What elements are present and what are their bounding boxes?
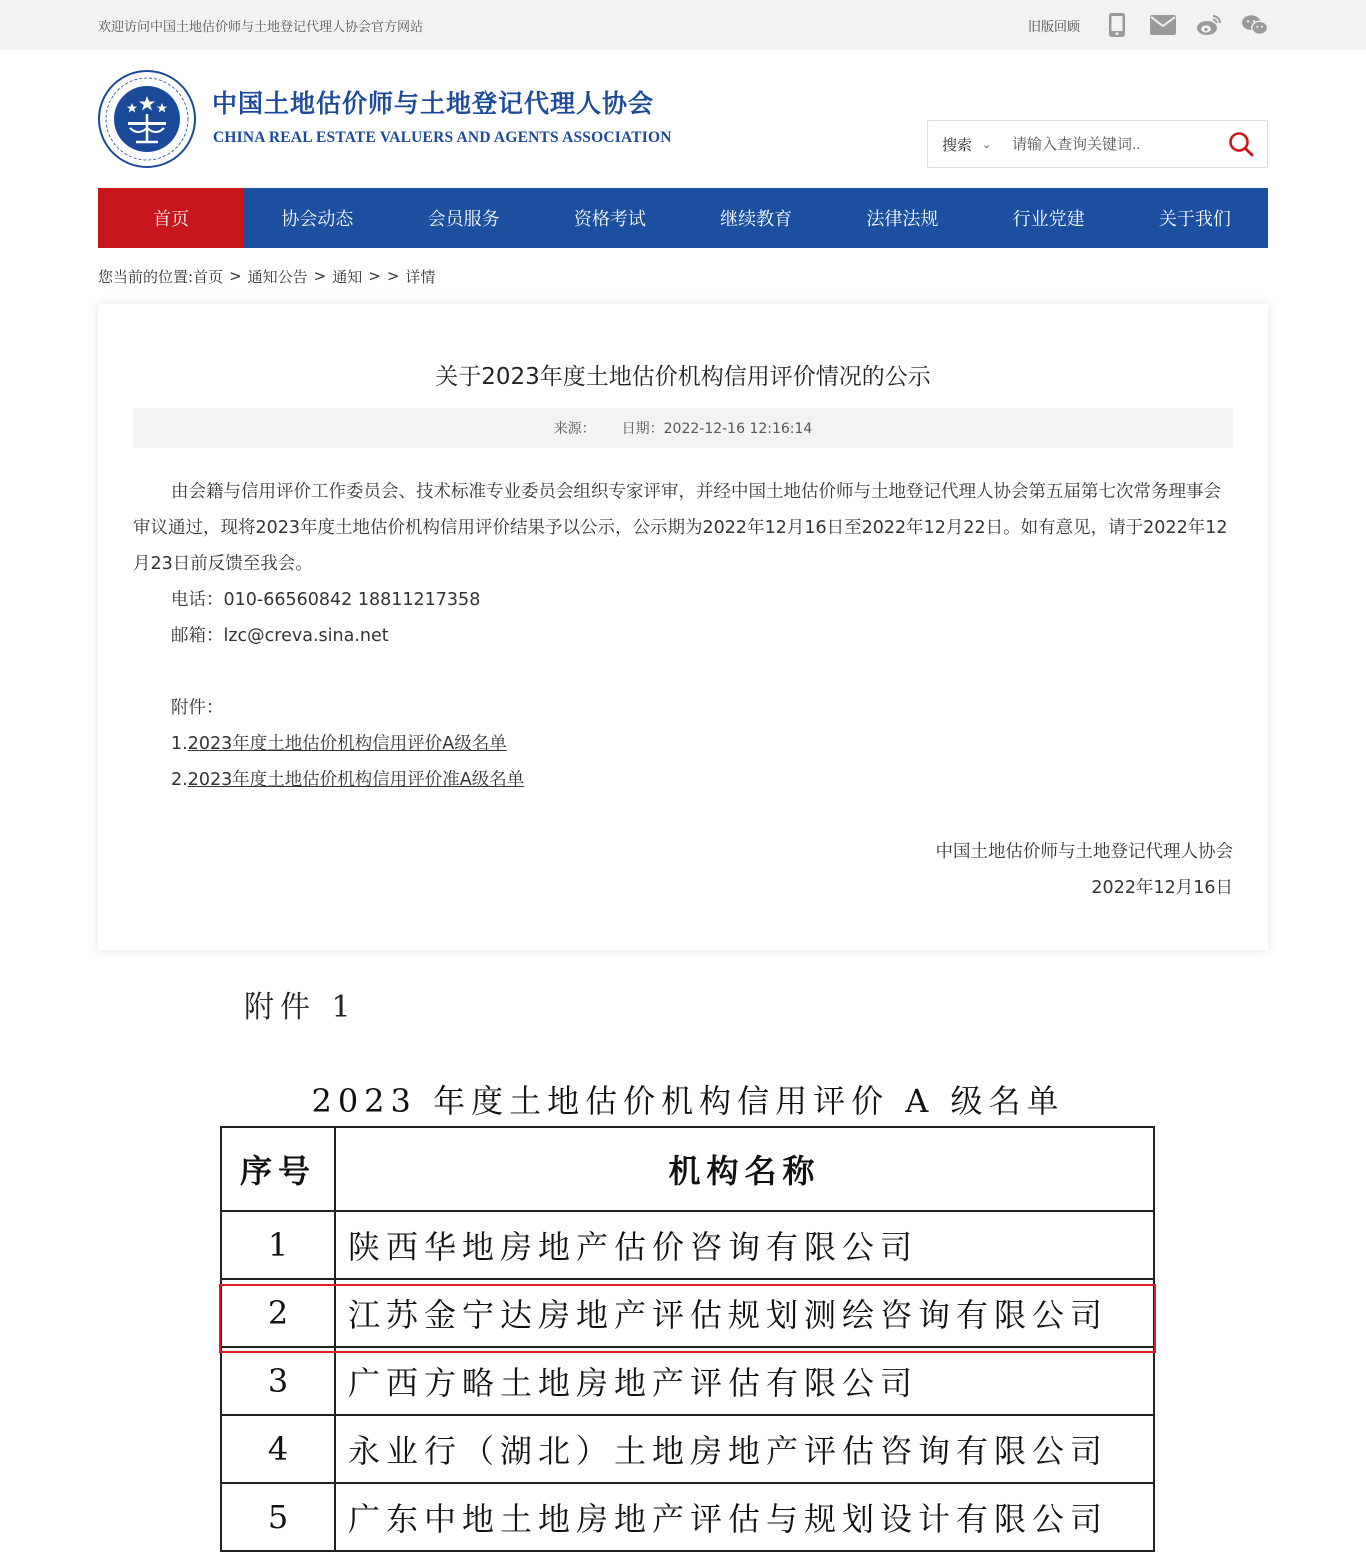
attachment-1-prefix: 1.	[171, 734, 188, 754]
row-name: 江苏金宁达房地产评估规划测绘咨询有限公司	[335, 1279, 1154, 1347]
nav-item-member-services[interactable]: 会员服务	[427, 209, 500, 230]
row-no: 2	[221, 1279, 335, 1347]
row-no: 1	[221, 1211, 335, 1279]
welcome-text: 欢迎访问中国土地估价师与土地登记代理人协会官方网站	[98, 19, 424, 35]
breadcrumb-sub[interactable]: 通知	[332, 267, 363, 286]
contact-phone: 电话：010-66560842 18811217358	[171, 590, 481, 610]
table-header-name: 机构名称	[335, 1127, 1154, 1211]
breadcrumb-separator: >	[229, 267, 242, 285]
top-bar	[0, 0, 1366, 50]
nav-item-about-us[interactable]: 关于我们	[1158, 209, 1231, 230]
mobile-icon[interactable]	[1104, 12, 1130, 38]
nav-item-continuing-education[interactable]: 继续教育	[720, 209, 793, 230]
nav-item-home[interactable]: 首页	[98, 188, 244, 248]
breadcrumb-detail: 详情	[405, 267, 436, 286]
table-row	[221, 1211, 1154, 1279]
wechat-icon[interactable]	[1242, 12, 1268, 38]
row-no: 3	[221, 1347, 335, 1415]
site-header	[98, 50, 1268, 188]
row-no: 4	[221, 1415, 335, 1483]
org-name-en: CHINA REAL ESTATE VALUERS AND AGENTS ASSOCIATION	[213, 129, 672, 146]
attachments-label: 附件：	[171, 698, 224, 718]
breadcrumb-separator: >	[368, 267, 381, 285]
search-input[interactable]	[1012, 121, 1215, 167]
search-button[interactable]	[1215, 121, 1267, 167]
main-nav	[98, 188, 1268, 248]
search-icon	[1228, 131, 1254, 157]
document-table	[220, 1126, 1155, 1552]
breadcrumb-separator: >	[313, 267, 327, 285]
article-meta	[133, 408, 1233, 448]
table-header-no: 序号	[221, 1127, 335, 1211]
signature-org: 中国土地估价师与土地登记代理人协会	[935, 842, 1233, 862]
search-box	[927, 120, 1268, 168]
topbar-links	[1028, 12, 1268, 38]
attachment-item-2	[133, 762, 1233, 798]
row-name: 广西方略土地房地产评估有限公司	[335, 1347, 1154, 1415]
article-source: 来源：	[553, 421, 596, 437]
attachment-2-prefix: 2.	[171, 770, 188, 790]
attachment-link-2[interactable]: 2023年度土地估价机构信用评价准A级名单	[187, 770, 525, 790]
breadcrumb-notice[interactable]: 通知公告	[247, 267, 308, 286]
contact-email: 邮箱：lzc@creva.sina.net	[171, 626, 389, 646]
signature-block	[133, 834, 1233, 906]
table-row	[221, 1483, 1154, 1551]
mail-icon[interactable]	[1150, 12, 1176, 38]
nav-item-laws[interactable]: 法律法规	[866, 209, 939, 230]
attachment-item-1	[133, 726, 1233, 762]
attachment-document	[0, 950, 1366, 1554]
document-title: 2023 年度土地估价机构信用评价 A 级名单	[311, 1082, 1065, 1120]
table-row	[221, 1347, 1154, 1415]
breadcrumb-separator: >	[386, 267, 400, 285]
search-scope-label: 搜索	[942, 135, 973, 154]
breadcrumb-prefix: 您当前的位置:	[98, 267, 194, 286]
row-name: 陕西华地房地产估价咨询有限公司	[335, 1211, 1154, 1279]
org-name-cn: 中国土地估价师与土地登记代理人协会	[212, 89, 655, 118]
nav-item-party-building[interactable]: 行业党建	[1012, 209, 1085, 230]
article-paragraph: 由会籍与信用评价工作委员会、技术标准专业委员会组织专家评审，并经中国土地估价师与土地登记代理人协会第五届第七次常务理事会审议通过，现将2023年度土地估价机构信用评价结果予以公示，公示期为2022年12月16日至2022年12月22日。如有意见，请于2022年12月23日前反馈至我会。	[133, 482, 1228, 574]
association-logo[interactable]	[98, 70, 196, 168]
table-row	[221, 1279, 1154, 1347]
article-body	[133, 448, 1233, 906]
attachment-link-1[interactable]: 2023年度土地估价机构信用评价A级名单	[187, 734, 507, 754]
chevron-down-icon: ⌄	[982, 137, 992, 151]
breadcrumb-home[interactable]: 首页	[193, 267, 224, 286]
nav-item-qualification-exam[interactable]: 资格考试	[573, 209, 646, 230]
search-scope-select[interactable]	[928, 121, 1012, 167]
article-title: 关于2023年度土地估价机构信用评价情况的公示	[435, 364, 931, 390]
old-version-link[interactable]: 旧版回顾	[1027, 19, 1080, 35]
table-row	[221, 1415, 1154, 1483]
row-no: 5	[221, 1483, 335, 1551]
article-card	[98, 304, 1268, 950]
row-name: 永业行（湖北）土地房地产评估咨询有限公司	[335, 1415, 1154, 1483]
table-header-row	[221, 1127, 1154, 1211]
nav-item-news[interactable]: 协会动态	[281, 209, 354, 230]
row-name: 广东中地土地房地产评估与规划设计有限公司	[335, 1483, 1154, 1551]
article-date: 日期：2022-12-16 12:16:14	[621, 421, 813, 437]
signature-date: 2022年12月16日	[1091, 878, 1233, 898]
document-attachment-heading: 附件 1	[244, 990, 357, 1025]
weibo-icon[interactable]	[1196, 12, 1222, 38]
breadcrumb	[98, 248, 1268, 304]
